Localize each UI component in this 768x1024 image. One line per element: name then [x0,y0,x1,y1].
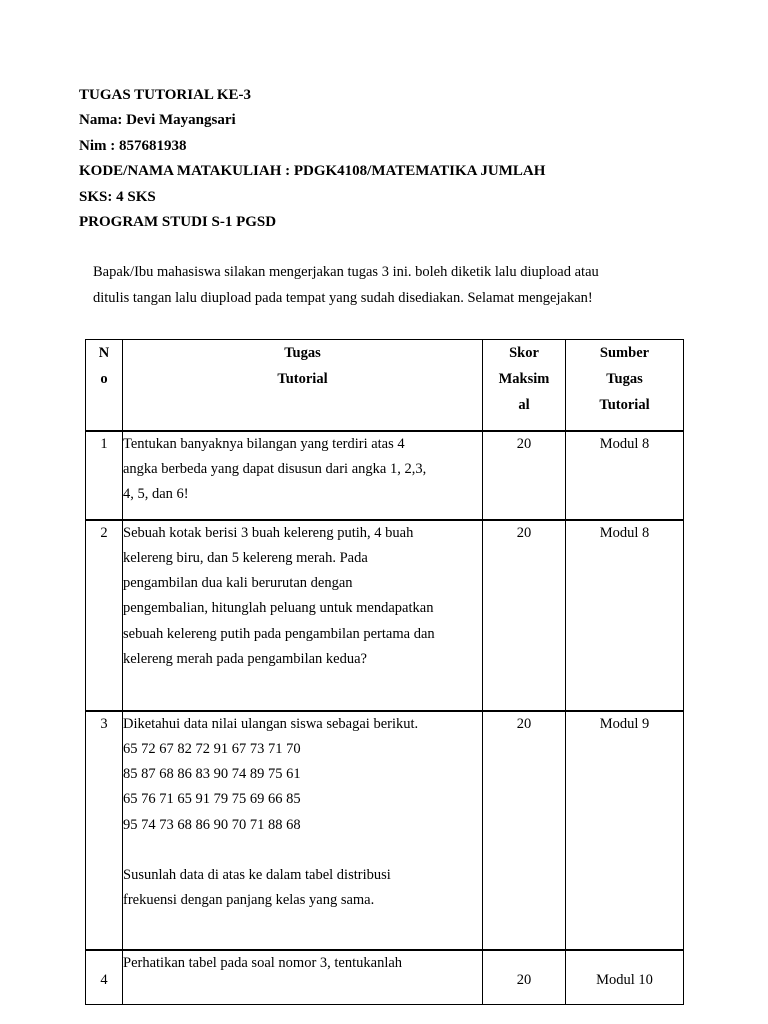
table-row [86,950,684,1005]
study-program: PROGRAM STUDI S-1 PGSD [79,214,277,231]
student-nim: Nim : 857681938 [79,137,187,154]
task-text: Tentukan banyaknya bilangan yang terdiri atas 4 angka berbeda yang dapat disusun dari angka 1, 2,3, 4, 5, dan 6! [123,431,483,520]
header-tugas-tutorial: Tugas Tutorial [123,340,483,431]
instructions-line: ditulis tangan lalu diupload pada tempat yang sudah disediakan. Selamat mengejakan! [93,290,593,306]
header-skor-maksimal: Skor Maksim al [483,340,566,431]
table-header-row [86,340,684,431]
row-number: 4 [86,950,123,1005]
task-table [85,339,684,1005]
data-values-line: 85 87 68 86 83 90 74 89 75 61 [123,766,301,783]
table-row [86,711,684,950]
row-number: 3 [86,711,123,950]
max-score: 20 [483,711,566,950]
data-values-line: 95 74 73 68 86 90 70 71 88 68 [123,816,301,833]
row-number: 1 [86,431,123,520]
row-number: 2 [86,520,123,711]
table-row [86,520,684,711]
max-score: 20 [483,950,566,1005]
header-sumber-tugas: Sumber Tugas Tutorial [566,340,684,431]
task-text: Perhatikan tabel pada soal nomor 3, tentukanlah [123,950,483,1005]
data-values-line: 65 72 67 82 72 91 67 73 71 70 [123,740,301,757]
document-header [79,83,545,235]
header-no: N o [86,340,123,431]
table-row [86,431,684,520]
data-values-line: 65 76 71 65 91 79 75 69 66 85 [123,791,301,808]
instructions-line: Bapak/Ibu mahasiswa silakan mengerjakan tugas 3 ini. boleh diketik lalu diupload atau [93,264,599,280]
task-text: Diketahui data nilai ulangan siswa sebagai berikut. 65 72 67 82 72 91 67 73 71 70 85 87 68 86 83 90 74 89 75 61 65 76 71 65 91 79 75 69 66 85 95 74 73 68 86 90 70 71 88 68 Susunlah data di atas ke dalam tabel distribusi frekuensi dengan panjang kelas yang sama. [123,711,483,950]
task-text: Sebuah kotak berisi 3 buah kelereng putih, 4 buah kelereng biru, dan 5 kelereng merah. Pada pengambilan dua kali berurutan dengan pengembalian, hitunglah peluang untuk mendapatkan sebuah kelereng putih pada pengambilan pertama dan kelereng merah pada pengambilan kedua? [123,520,483,711]
max-score: 20 [483,520,566,711]
task-source: Modul 8 [566,520,684,711]
instructions-paragraph [93,259,713,311]
task-source: Modul 9 [566,711,684,950]
course-code-name: KODE/NAMA MATAKULIAH : PDGK4108/MATEMATIKA JUMLAH [79,163,546,180]
task-source: Modul 8 [566,431,684,520]
max-score: 20 [483,431,566,520]
assignment-title: TUGAS TUTORIAL KE-3 [79,87,251,103]
course-credits: SKS: 4 SKS [79,188,156,205]
task-source: Modul 10 [566,950,684,1005]
student-name: Nama: Devi Mayangsari [79,112,236,129]
